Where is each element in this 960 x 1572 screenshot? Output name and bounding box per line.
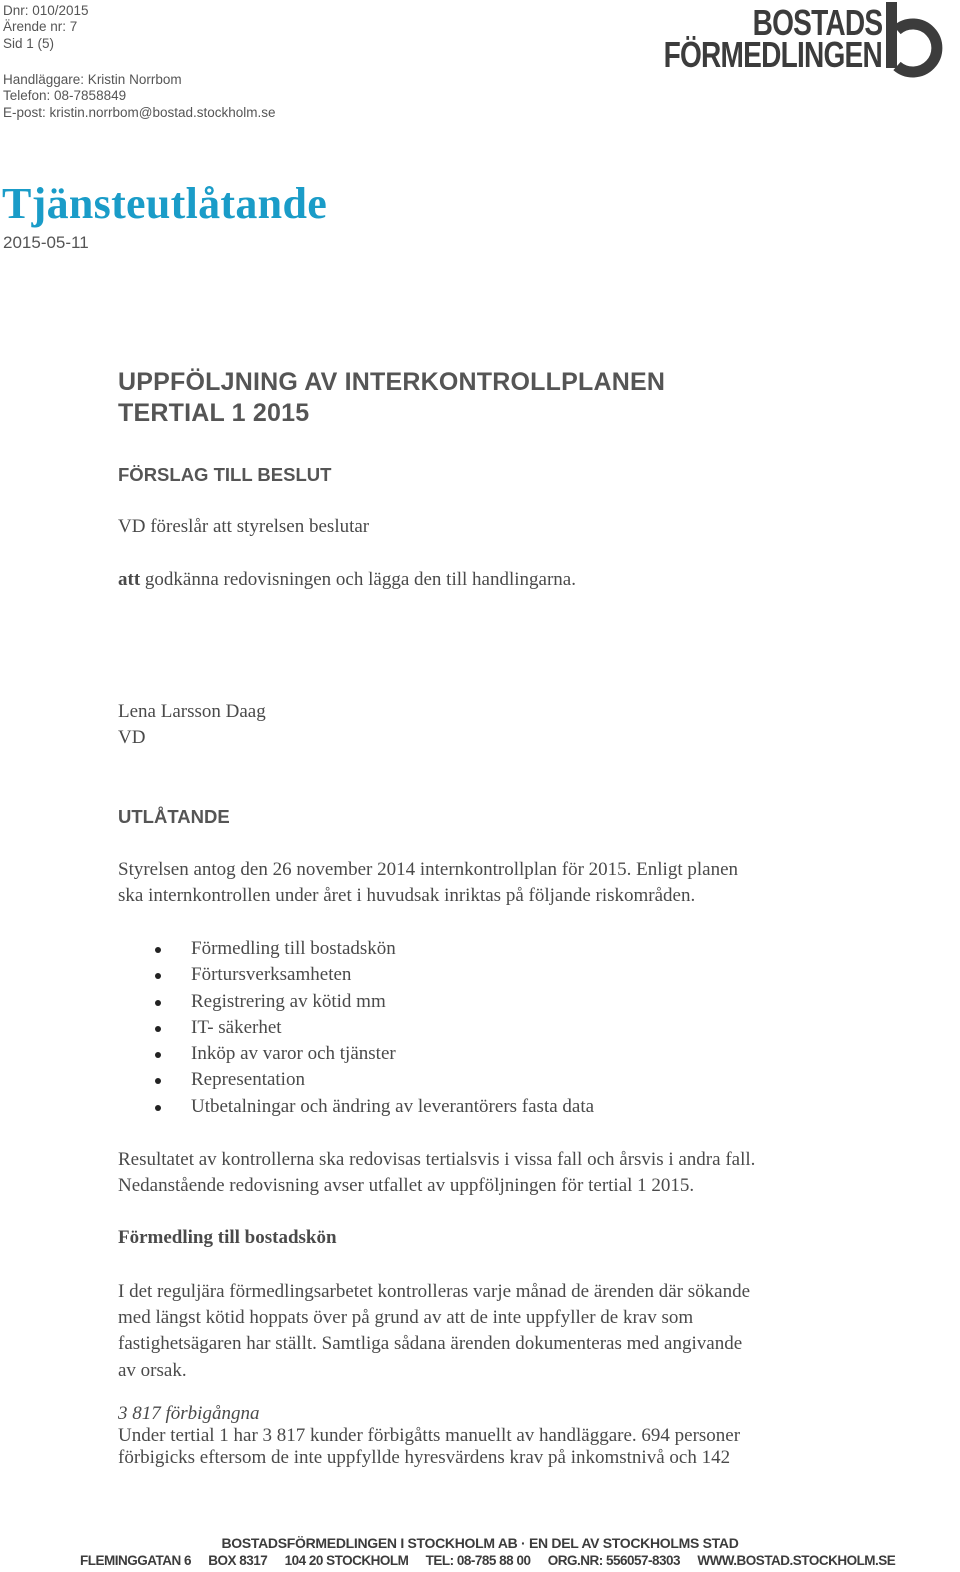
signer-name: Lena Larsson Daag (118, 701, 266, 722)
b-logo-icon (880, 0, 956, 78)
footer-company: BOSTADSFÖRMEDLINGEN I STOCKHOLM AB · EN DEL AV STOCKHOLMS STAD (221, 1535, 739, 1551)
forslag-heading: FÖRSLAG TILL BESLUT (118, 464, 332, 485)
document-title: Tjänsteutlåtande (2, 179, 328, 228)
signer-title: VD (118, 727, 146, 748)
footer-address: FLEMINGGATAN 6 (80, 1553, 191, 1568)
result-line1: Resultatet av kontrollerna ska redovisas tertialsvis i vissa fall och årsvis i andra fall. (118, 1149, 756, 1170)
bullet-icon (155, 1052, 161, 1058)
att-word: att (118, 569, 141, 590)
bullet-icon (155, 947, 161, 953)
footer-tel: TEL: 08-785 88 00 (425, 1553, 531, 1568)
footer-org: ORG.NR: 556057-8303 (547, 1553, 681, 1568)
arende-text: Ärende nr: 7 (3, 19, 78, 35)
footer-box: BOX 8317 (208, 1553, 268, 1568)
bullet-icon (155, 973, 161, 979)
section-heading: Förmedling till bostadskön (118, 1227, 337, 1248)
list-item: IT- säkerhet (150, 1015, 594, 1041)
list-item: Utbetalningar och ändring av leverantörers fasta data (150, 1094, 594, 1120)
section-line4: av orsak. (118, 1360, 187, 1381)
utlatande-line2: ska internkontrollen under året i huvudsak inriktas på följande riskområden. (118, 885, 696, 906)
contact-info (3, 72, 276, 121)
att-text: godkänna redovisningen och lägga den till handlingarna. (140, 569, 576, 590)
list-item: Förmedling till bostadskön (150, 936, 594, 962)
footer-contact (80, 1553, 909, 1568)
list-item: Representation (150, 1067, 594, 1093)
forslag-text: VD föreslår att styrelsen beslutar (118, 516, 370, 537)
utlatande-heading: UTLÅTANDE (118, 806, 230, 827)
utlatande-line1: Styrelsen antog den 26 november 2014 internkontrollplan för 2015. Enligt planen (118, 859, 739, 880)
page-indicator: Sid 1 (5) (3, 35, 55, 51)
section-line3: fastighetsägaren har ställt. Samtliga sådana ärenden dokumenteras med angivande (118, 1333, 743, 1354)
list-item: Förtursverksamheten (150, 962, 594, 988)
att-paragraph (118, 567, 576, 593)
stat-line1: Under tertial 1 har 3 817 kunder förbigåtts manuellt av handläggare. 694 personer (118, 1425, 741, 1446)
handlaggare-text: Handläggare: Kristin Norrbom (3, 72, 182, 87)
bullet-icon (155, 1105, 161, 1111)
list-item: Inköp av varor och tjänster (150, 1041, 594, 1067)
section-line2: med längst kötid hoppats över på grund av att de inte uppfyller de krav som (118, 1307, 694, 1328)
result-line2: Nedanstående redovisning avser utfallet av uppföljningen för tertial 1 2015. (118, 1175, 695, 1196)
bullet-icon (155, 1026, 161, 1032)
dnr-text: Dnr: 010/2015 (3, 3, 89, 18)
bullet-icon (155, 1000, 161, 1006)
italic-subheading: 3 817 förbigångna (118, 1403, 260, 1424)
document-meta (3, 3, 89, 52)
bullet-icon (155, 1078, 161, 1084)
list-item: Registrering av kötid mm (150, 989, 594, 1015)
bostadsformedlingen-logo (663, 0, 960, 80)
logo-line1: BOSTADS (752, 2, 882, 43)
footer-web: WWW.BOSTAD.STOCKHOLM.SE (697, 1553, 896, 1568)
logo-line2: FÖRMEDLINGEN (663, 34, 882, 75)
footer-postal: 104 20 STOCKHOLM (284, 1553, 409, 1568)
epost-text: E-post: kristin.norrbom@bostad.stockholm.se (3, 104, 276, 120)
main-heading-line1: UPPFÖLJNING AV INTERKONTROLLPLANEN (118, 368, 666, 396)
telefon-text: Telefon: 08-7858849 (3, 88, 127, 104)
stat-line2: förbigicks eftersom de inte uppfyllde hyresvärdens krav på inkomstnivå och 142 (118, 1447, 731, 1468)
document-date: 2015-05-11 (3, 233, 89, 252)
section-line1: I det reguljära förmedlingsarbetet kontrolleras varje månad de ärenden där sökande (118, 1281, 751, 1302)
main-heading-line2: TERTIAL 1 2015 (118, 399, 310, 427)
risk-areas-list (150, 936, 594, 1120)
